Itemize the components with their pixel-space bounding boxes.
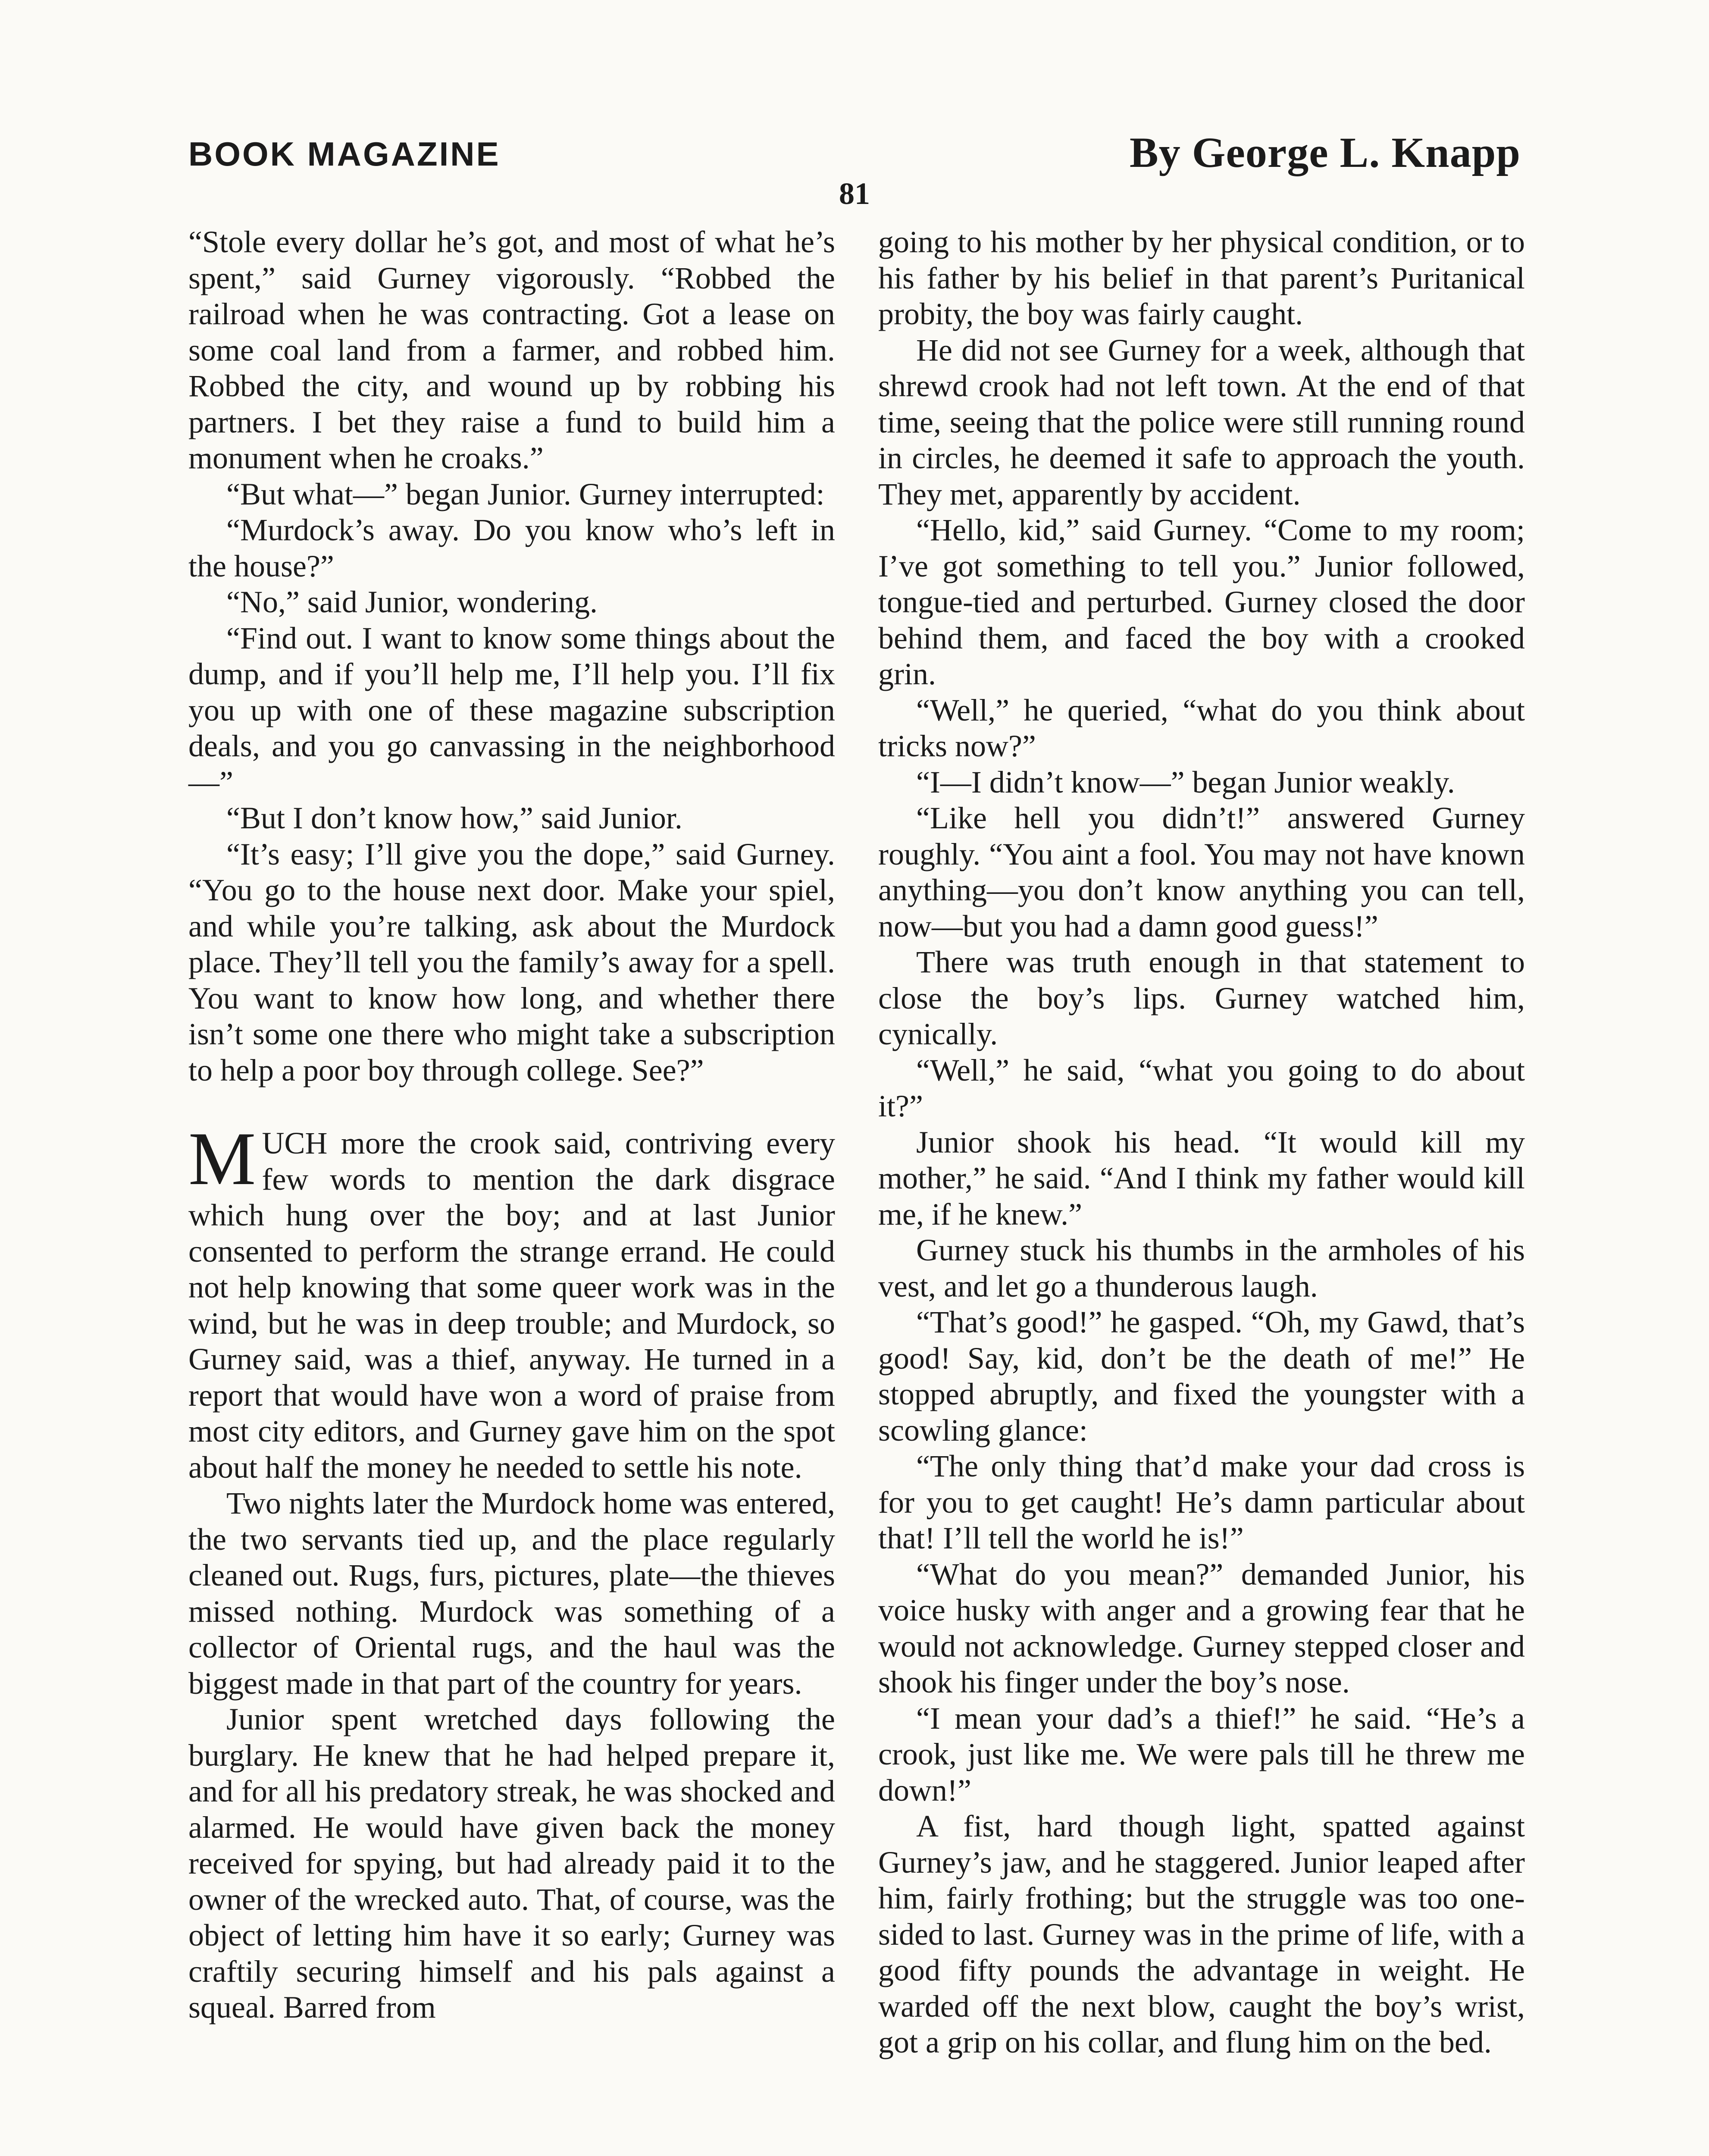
paragraph: “But I don’t know how,” said Junior. — [226, 801, 682, 835]
paragraph: Two nights later the Murdock home was entered, the two servants tied up, and the place regularly cleaned out. Rugs, furs, pictures, plate—the thieves missed nothing. Murdock was something of a collector of Oriental rugs, and the haul was the biggest made in that part of the country for years. — [188, 1486, 835, 1701]
paragraph: “I—I didn’t know—” began Junior weakly. — [916, 765, 1455, 799]
paragraph: “Well,” he said, “what you going to do about it?” — [878, 1053, 1525, 1123]
paragraph: “Stole every dollar he’s got, and most of what he’s spent,” said Gurney vigorously. “Robbed the railroad when he was contracting. Got a lease on some coal land from a farmer, and robbed him. Robbed the city, and wound up by robbing his partners. I bet they raise a fund to build him a monument when he croaks.” — [188, 225, 835, 475]
paragraph: going to his mother by her physical condition, or to his father by his belief in that parent’s Puritanical probity, the boy was fairly caught. — [878, 225, 1525, 331]
paragraph: “I mean your dad’s a thief!” he said. “He’s a crook, just like me. We were pals till he threw me down!” — [878, 1701, 1525, 1808]
paragraph: He did not see Gurney for a week, although that shrewd crook had not left town. At the end of that time, seeing that the police were still running round in circles, he deemed it safe to approach the youth. They met, apparently by accident. — [878, 332, 1525, 511]
left-column — [188, 224, 835, 2026]
paragraph: Junior spent wretched days following the burglary. He knew that he had helped prepare it, and for all his predatory streak, he was shocked and alarmed. He would have given back the money received for spying, but had already paid it to the owner of the wrecked auto. That, of course, was the object of letting him have it so early; Gurney was craftily securing himself and his pals against a squeal. Barred from — [188, 1702, 835, 2024]
paragraph: “It’s easy; I’ll give you the dope,” said Gurney. “You go to the house next door. Make your spiel, and while you’re talking, ask about the Murdock place. They’ll tell you the family’s away for a spell. You want to know how long, and whether there isn’t some one there who might take a subscription to help a poor boy through college. See?” — [188, 837, 835, 1087]
paragraph: Junior shook his head. “It would kill my mother,” he said. “And I think my father would kill me, if he knew.” — [878, 1125, 1525, 1232]
paragraph: “No,” said Junior, wondering. — [226, 585, 598, 619]
page-number: 81 — [839, 176, 870, 211]
paragraph: “Well,” he queried, “what do you think about tricks now?” — [878, 693, 1525, 763]
paragraph: There was truth enough in that statement to close the boy’s lips. Gurney watched him, cynically. — [878, 945, 1525, 1051]
paragraph: “Find out. I want to know some things about the dump, and if you’ll help me, I’ll help you. I’ll fix you up with one of these magazine subscription deals, and you go canvassing in the neighborhood—” — [188, 620, 835, 799]
paragraph: Gurney stuck his thumbs in the armholes of his vest, and let go a thunderous laugh. — [878, 1233, 1525, 1304]
paragraph: “That’s good!” he gasped. “Oh, my Gawd, that’s good! Say, kid, don’t be the death of me!” He stopped abruptly, and fixed the youngster with a scowling glance: — [878, 1305, 1525, 1448]
paragraph-text: UCH more the crook said, contriving every few words to mention the dark disgrace which hung over the boy; and at last Junior consented to perform the strange errand. He could not help knowing that some queer work was in the wind, but he was in deep trouble; and Murdock, so Gurney said, was a thief, anyway. He turned in a report that would have won a word of praise from most city editors, and Gurney gave him on the spot about half the money he needed to settle his note. — [188, 1126, 835, 1485]
paragraph: “The only thing that’d make your dad cross is for you to get caught! He’s damn particular about that! I’ll tell the world he is!” — [878, 1449, 1525, 1555]
author-byline: By George L. Knapp — [1130, 128, 1521, 176]
paragraph: “Like hell you didn’t!” answered Gurney roughly. “You aint a fool. You may not have known anything—you don’t know anything you can tell, now—but you had a damn good guess!” — [878, 801, 1525, 943]
paragraph: “Murdock’s away. Do you know who’s left in the house?” — [188, 513, 835, 583]
paragraph: “Hello, kid,” said Gurney. “Come to my room; I’ve got something to tell you.” Junior followed, tongue-tied and perturbed. Gurney closed the door behind them, and faced the boy with a crooked grin. — [878, 513, 1525, 691]
paragraph: “What do you mean?” demanded Junior, his voice husky with anger and a growing fear that he would not acknowledge. Gurney stepped closer and shook his finger under the boy’s nose. — [878, 1557, 1525, 1699]
paragraph: A fist, hard though light, spatted against Gurney’s jaw, and he staggered. Junior leaped after him, fairly frothing; but the struggle was too one-sided to last. Gurney was in the prime of life, with a good fifty pounds the advantage in weight. He warded off the next blow, caught the boy’s wrist, got a grip on his collar, and flung him on the bed. — [878, 1809, 1525, 2059]
magazine-title: BOOK MAGAZINE — [188, 135, 501, 173]
right-column — [878, 224, 1525, 2061]
paragraph: “But what—” began Junior. Gurney interrupted: — [226, 476, 825, 511]
paragraph-with-dropcap — [188, 1117, 835, 1485]
drop-cap: M — [188, 1117, 256, 1201]
